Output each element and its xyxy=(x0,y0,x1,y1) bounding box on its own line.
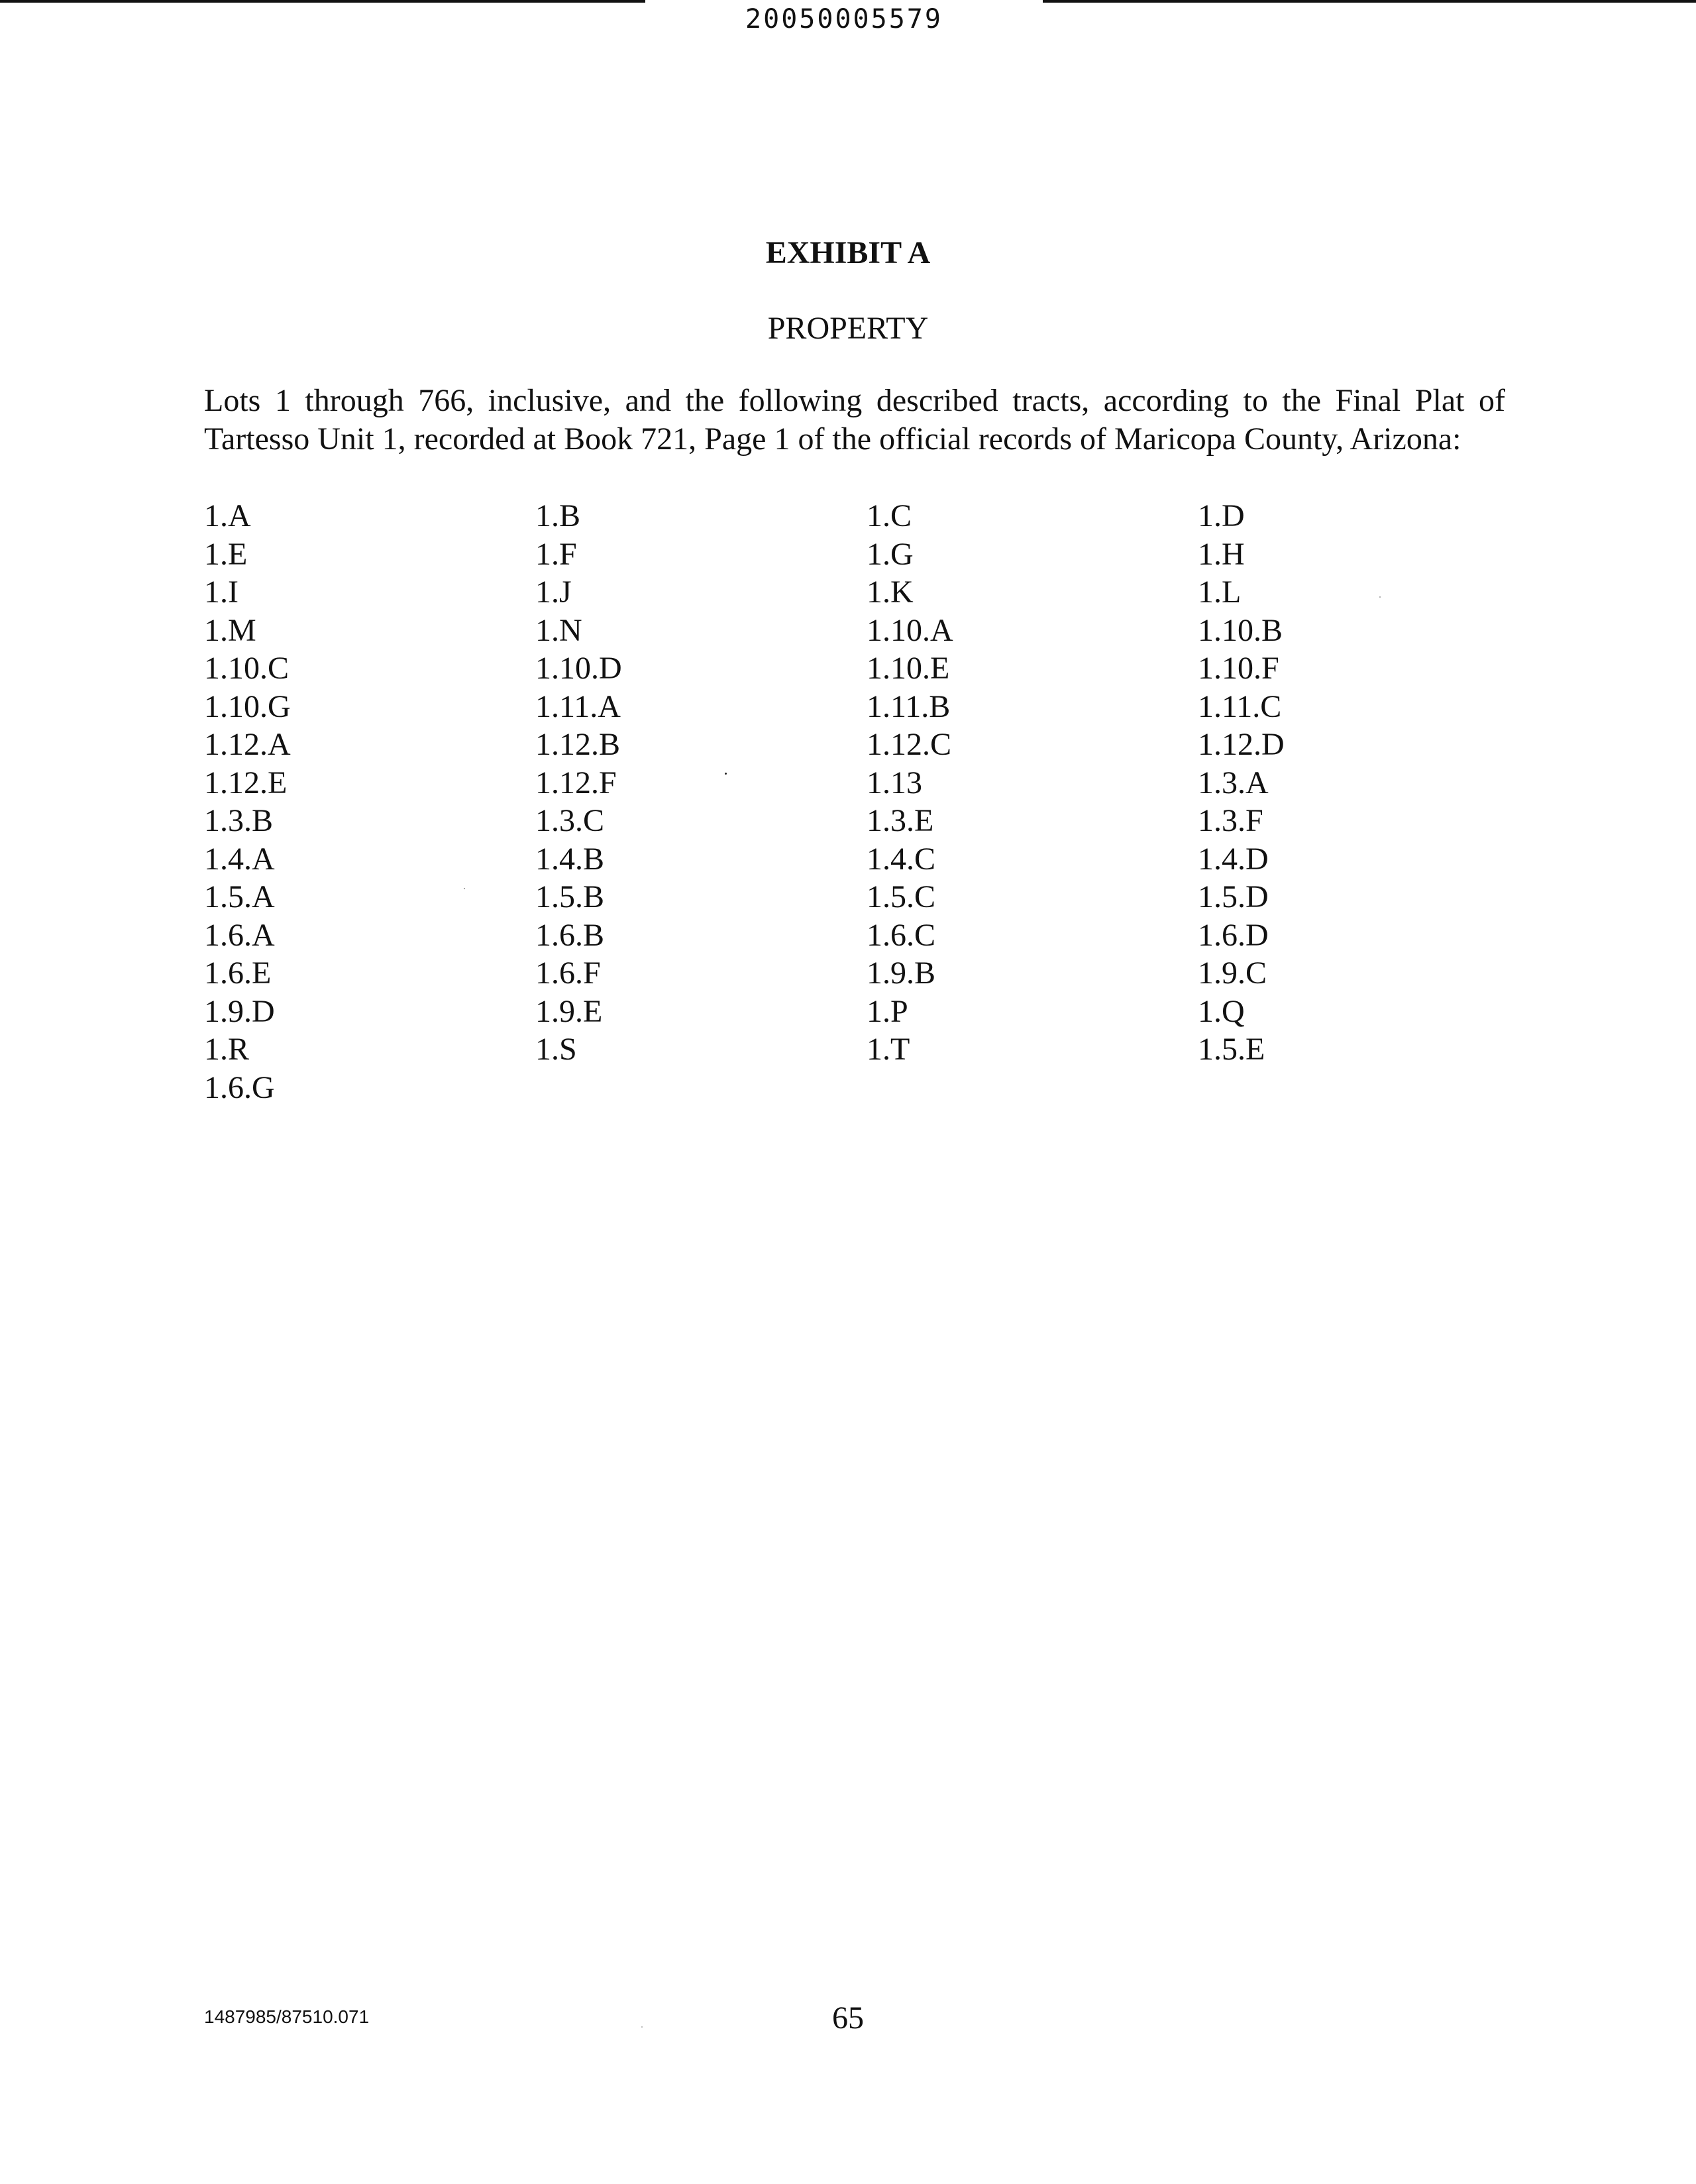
tract-item: 1.4.A xyxy=(204,841,275,877)
tract-item: 1.F xyxy=(535,536,577,572)
document-reference: 1487985/87510.071 xyxy=(204,2006,370,2027)
tract-item: 1.6.A xyxy=(204,917,275,953)
tract-item: 1.10.F xyxy=(1198,651,1279,686)
tract-item: 1.N xyxy=(535,612,582,648)
scan-speck xyxy=(725,773,727,775)
exhibit-subtitle: PROPERTY xyxy=(767,311,929,346)
tract-item: 1.3.E xyxy=(867,803,934,838)
tract-item: 1.9.B xyxy=(867,956,936,991)
tract-item: 1.12.E xyxy=(204,765,288,800)
tract-item: 1.J xyxy=(535,574,572,610)
tract-item: 1.10.D xyxy=(535,651,622,686)
tract-item: 1.12.A xyxy=(204,727,291,762)
tract-item: 1.12.B xyxy=(535,727,621,762)
tract-item: 1.12.D xyxy=(1198,727,1285,762)
tract-item: 1.S xyxy=(535,1032,577,1067)
tract-item: 1.6.B xyxy=(535,917,605,953)
tract-item: 1.D xyxy=(1198,498,1245,533)
tract-item: 1.4.D xyxy=(1198,841,1269,877)
tract-item: 1.11.A xyxy=(535,688,621,724)
page-number: 65 xyxy=(832,2000,864,2036)
tract-item: 1.R xyxy=(204,1032,250,1067)
tract-list xyxy=(204,497,1463,1107)
tract-item: 1.P xyxy=(867,993,908,1029)
tract-item: 1.13 xyxy=(867,765,922,800)
tract-item: 1.6.D xyxy=(1198,917,1269,953)
tract-item: 1.3.B xyxy=(204,803,274,838)
tract-item: 1.H xyxy=(1198,536,1245,572)
tract-item: 1.6.C xyxy=(867,917,936,953)
tract-item: 1.A xyxy=(204,498,251,533)
top-border-rule-right xyxy=(1043,0,1696,3)
tract-item: 1.9.C xyxy=(1198,956,1267,991)
tract-item: 1.6.E xyxy=(204,956,272,991)
tract-item: 1.C xyxy=(867,498,912,533)
scan-speck xyxy=(1379,596,1381,598)
intro-paragraph: Lots 1 through 766, inclusive, and the following described tracts, according to the Final Plat of Tartesso Unit 1, recorded at Book 721, Page 1 of the official records of Maricopa County, Arizona: xyxy=(204,383,1505,457)
tract-item: 1.E xyxy=(204,536,248,572)
tract-item: 1.5.E xyxy=(1198,1032,1265,1067)
tract-item: 1.9.D xyxy=(204,993,275,1029)
top-border-rule-left xyxy=(0,0,645,3)
tract-item: 1.5.B xyxy=(535,879,605,914)
tract-item: 1.G xyxy=(867,536,914,572)
tract-item: 1.9.E xyxy=(535,993,603,1029)
tract-item: 1.10.C xyxy=(204,651,290,686)
tract-item: 1.4.B xyxy=(535,841,605,877)
tract-item: 1.5.A xyxy=(204,879,275,914)
tract-item: 1.T xyxy=(867,1032,910,1067)
tract-item: 1.11.C xyxy=(1198,688,1282,724)
recording-number: 20050005579 xyxy=(745,4,943,34)
tract-item: 1.12.C xyxy=(867,727,952,762)
tract-item: 1.3.A xyxy=(1198,765,1269,800)
tract-item: 1.L xyxy=(1198,574,1242,610)
tract-item: 1.I xyxy=(204,574,238,610)
tract-item: 1.12.F xyxy=(535,765,617,800)
tract-item: 1.5.C xyxy=(867,879,936,914)
tract-item: 1.K xyxy=(867,574,914,610)
tract-item: 1.3.C xyxy=(535,803,605,838)
scan-speck xyxy=(641,2026,643,2028)
tract-item: 1.5.D xyxy=(1198,879,1269,914)
tract-item: 1.Q xyxy=(1198,993,1245,1029)
tract-item: 1.11.B xyxy=(867,688,951,724)
exhibit-title: EXHIBIT A xyxy=(765,235,931,270)
tract-item: 1.B xyxy=(535,498,581,533)
tract-item: 1.10.B xyxy=(1198,612,1283,648)
scan-speck xyxy=(464,888,465,889)
tract-item: 1.6.G xyxy=(204,1069,275,1105)
tract-item: 1.6.F xyxy=(535,956,601,991)
tract-item: 1.M xyxy=(204,612,256,648)
tract-item: 1.4.C xyxy=(867,841,936,877)
tract-item: 1.3.F xyxy=(1198,803,1263,838)
tract-item: 1.10.G xyxy=(204,688,291,724)
tract-item: 1.10.A xyxy=(867,612,953,648)
tract-item: 1.10.E xyxy=(867,651,950,686)
